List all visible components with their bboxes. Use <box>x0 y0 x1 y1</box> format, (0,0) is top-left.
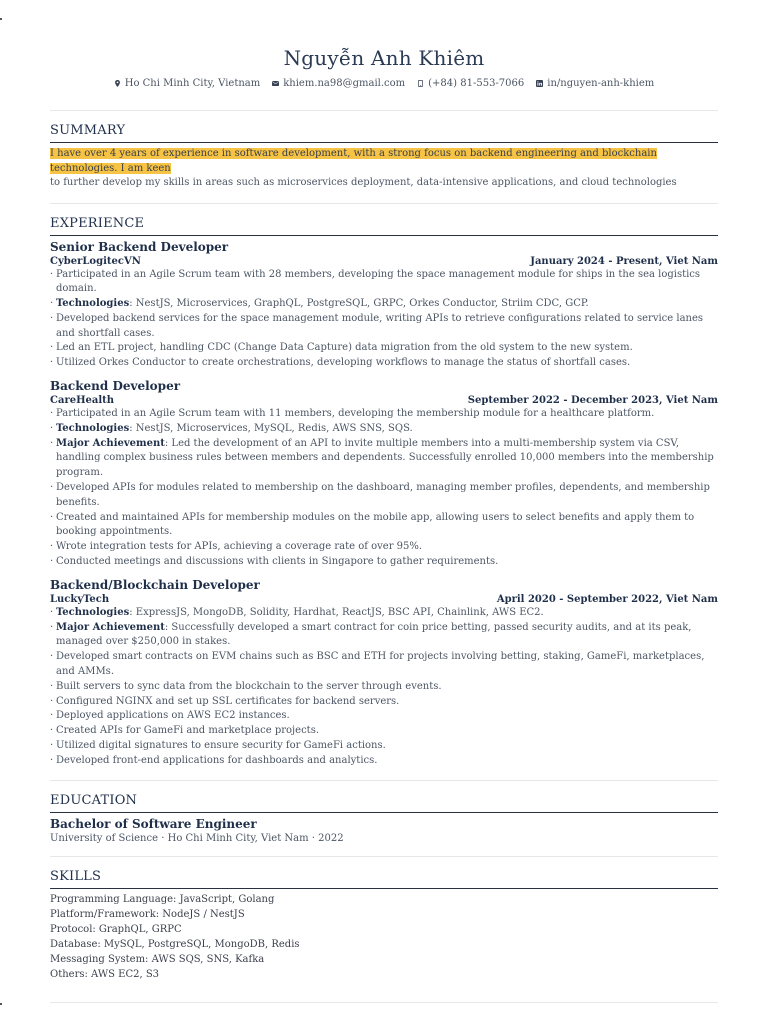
job-meta <box>50 395 718 406</box>
bullet-text: Configured NGINX and set up SSL certificates for backend servers. <box>56 695 400 707</box>
bullet-label: Technologies <box>56 298 130 310</box>
page-edge-mark-bottom <box>0 1003 2 1005</box>
skills-section <box>50 869 718 982</box>
bullet-item <box>50 422 718 437</box>
separator-dot: · <box>311 832 315 844</box>
bullet-text: : NestJS, Microservices, MySQL, Redis, AWS SNS, SQS. <box>129 422 413 434</box>
bullet-text: : ExpressJS, MongoDB, Solidity, Hardhat, ReactJS, BSC API, Chainlink, AWS EC2. <box>129 606 544 618</box>
bullet-item <box>50 481 718 511</box>
job-company: CareHealth <box>50 395 115 407</box>
job-company: LuckyTech <box>50 593 110 605</box>
summary-rest-text: to further develop my skills in areas such as microservices deployment, data-intensive applications, and cloud technologies <box>50 177 677 188</box>
job-bullets <box>50 268 718 372</box>
job-title: Senior Backend Developer <box>50 239 229 254</box>
bullet-item <box>50 341 718 356</box>
location-text: Ho Chi Minh City, Vietnam <box>124 78 261 89</box>
bullet-text: Developed APIs for modules related to membership on the dashboard, managing member profiles, dependents, and membership benefits. <box>56 482 710 508</box>
job-title: Backend/Blockchain Developer <box>50 577 260 592</box>
page-edge-mark-top <box>0 18 2 20</box>
skill-line: Database: MySQL, PostgreSQL, MongoDB, Redis <box>50 938 300 950</box>
bullet-item <box>50 754 718 769</box>
job-entry <box>50 240 718 372</box>
bullet-item <box>50 724 718 739</box>
job-meta <box>50 256 718 267</box>
phone-text[interactable]: (+84) 81-553-7066 <box>428 78 525 89</box>
divider <box>50 110 718 111</box>
email-icon <box>272 80 279 87</box>
education-section <box>50 793 718 844</box>
bullet-item <box>50 695 718 710</box>
divider <box>50 1002 718 1003</box>
bullet-label: Major Achievement <box>56 621 165 633</box>
job-bullets <box>50 407 718 570</box>
skills-heading: SKILLS <box>50 869 718 889</box>
bullet-text: : Led the development of an API to invite multiple members into a multi-membership system via CSV, handling complex business rules between members and dependents. Successfully enrolled 10,000 members into the membership program. <box>56 437 714 479</box>
phone-icon <box>417 80 424 87</box>
education-school: University of Science <box>50 832 159 844</box>
job-entry <box>50 379 718 570</box>
bullet-label: Major Achievement <box>56 437 165 449</box>
contact-bar <box>0 78 768 89</box>
bullet-text: Utilized digital signatures to ensure security for GameFi actions. <box>56 740 386 752</box>
bullet-item <box>50 511 718 541</box>
skill-line: Programming Language: JavaScript, Golang <box>50 893 275 905</box>
bullet-item <box>50 297 718 312</box>
bullet-text: Participated in an Agile Scrum team with 11 members, developing the membership module for a healthcare platform. <box>56 408 655 420</box>
skill-line: Others: AWS EC2, S3 <box>50 968 160 980</box>
location-pin-icon <box>114 80 121 87</box>
contact-location <box>114 78 261 89</box>
resume-header <box>0 0 768 89</box>
bullet-text: : NestJS, Microservices, GraphQL, PostgreSQL, GRPC, Orkes Conductor, Striim CDC, GCP. <box>129 298 589 310</box>
job-meta <box>50 594 718 605</box>
job-date-location: January 2024 - Present, Viet Nam <box>530 255 718 267</box>
contact-phone[interactable] <box>417 78 524 89</box>
job-company: CyberLogitecVN <box>50 255 141 267</box>
education-heading: EDUCATION <box>50 793 718 813</box>
bullet-label: Technologies <box>56 606 130 618</box>
job-date-location: April 2020 - September 2022, Viet Nam <box>496 593 718 605</box>
summary-highlighted-text: I have over 4 years of experience in software development, with a strong focus on backend engineering and blockchain technologies. I am keen <box>50 148 657 174</box>
job-entry <box>50 578 718 769</box>
education-location: Ho Chi Minh City, Viet Nam <box>167 832 309 844</box>
bullet-item <box>50 621 718 651</box>
contact-email[interactable] <box>272 78 405 89</box>
skills-list <box>50 892 718 982</box>
bullet-text: Utilized Orkes Conductor to create orchestrations, developing workflows to manage the status of shortfall cases. <box>56 357 631 369</box>
bullet-item <box>50 650 718 680</box>
bullet-item <box>50 312 718 342</box>
separator-dot: · <box>161 832 165 844</box>
summary-text <box>50 147 718 191</box>
summary-section <box>50 123 718 191</box>
job-title: Backend Developer <box>50 379 181 394</box>
bullet-text: Participated in an Agile Scrum team with 28 members, developing the space management module for ships in the sea logistics domain. <box>56 268 701 295</box>
bullet-item <box>50 709 718 724</box>
experience-heading: EXPERIENCE <box>50 216 718 236</box>
bullet-item <box>50 437 718 481</box>
bullet-item <box>50 540 718 555</box>
divider <box>50 203 718 204</box>
bullet-text: Conducted meetings and discussions with clients in Singapore to gather requirements. <box>56 556 499 568</box>
bullet-label: Technologies <box>56 422 130 434</box>
candidate-name: Nguyễn Anh Khiêm <box>283 46 485 70</box>
bullet-text: Created APIs for GameFi and marketplace projects. <box>56 725 319 737</box>
education-degree: Bachelor of Software Engineer <box>50 816 257 831</box>
bullet-item <box>50 555 718 570</box>
bullet-item <box>50 739 718 754</box>
resume-body <box>50 110 718 1003</box>
email-text[interactable]: khiem.na98@gmail.com <box>283 78 406 89</box>
linkedin-text[interactable]: in/nguyen-anh-khiem <box>547 78 655 89</box>
job-date-location: September 2022 - December 2023, Viet Nam <box>467 395 718 407</box>
bullet-text: Led an ETL project, handling CDC (Change Data Capture) data migration from the old system to the new system. <box>56 342 633 354</box>
bullet-text: Developed front-end applications for dashboards and analytics. <box>56 754 378 766</box>
bullet-item <box>50 606 718 621</box>
education-year: 2022 <box>318 832 344 844</box>
bullet-item <box>50 356 718 371</box>
summary-heading: SUMMARY <box>50 123 718 143</box>
bullet-text: Built servers to sync data from the blockchain to the server through events. <box>56 680 442 692</box>
linkedin-icon <box>536 80 543 87</box>
skill-line: Protocol: GraphQL, GRPC <box>50 923 182 935</box>
bullet-text: : Successfully developed a smart contract for coin price betting, passed security audits, and at its peak, managed over $250,000 in stakes. <box>56 621 692 648</box>
bullet-item <box>50 680 718 695</box>
skill-line: Platform/Framework: NodeJS / NestJS <box>50 908 245 920</box>
bullet-item <box>50 407 718 422</box>
job-list <box>50 240 718 769</box>
bullet-text: Deployed applications on AWS EC2 instances. <box>56 710 290 722</box>
experience-section <box>50 216 718 769</box>
divider <box>50 780 718 781</box>
bullet-text: Developed smart contracts on EVM chains such as BSC and ETH for projects involving betting, staking, GameFi, marketplaces, and AMMs. <box>56 651 705 678</box>
bullet-text: Created and maintained APIs for membership modules on the mobile app, allowing users to select benefits and apply them to booking appointments. <box>56 511 695 538</box>
job-bullets <box>50 606 718 769</box>
divider <box>50 856 718 857</box>
bullet-text: Wrote integration tests for APIs, achieving a coverage rate of over 95%. <box>56 541 423 553</box>
bullet-item <box>50 268 718 298</box>
bullet-text: Developed backend services for the space management module, writing APIs to retrieve configurations related to service lanes and shortfall cases. <box>56 312 704 339</box>
skill-line: Messaging System: AWS SQS, SNS, Kafka <box>50 953 265 965</box>
contact-linkedin[interactable] <box>536 78 654 89</box>
education-details <box>50 833 718 844</box>
